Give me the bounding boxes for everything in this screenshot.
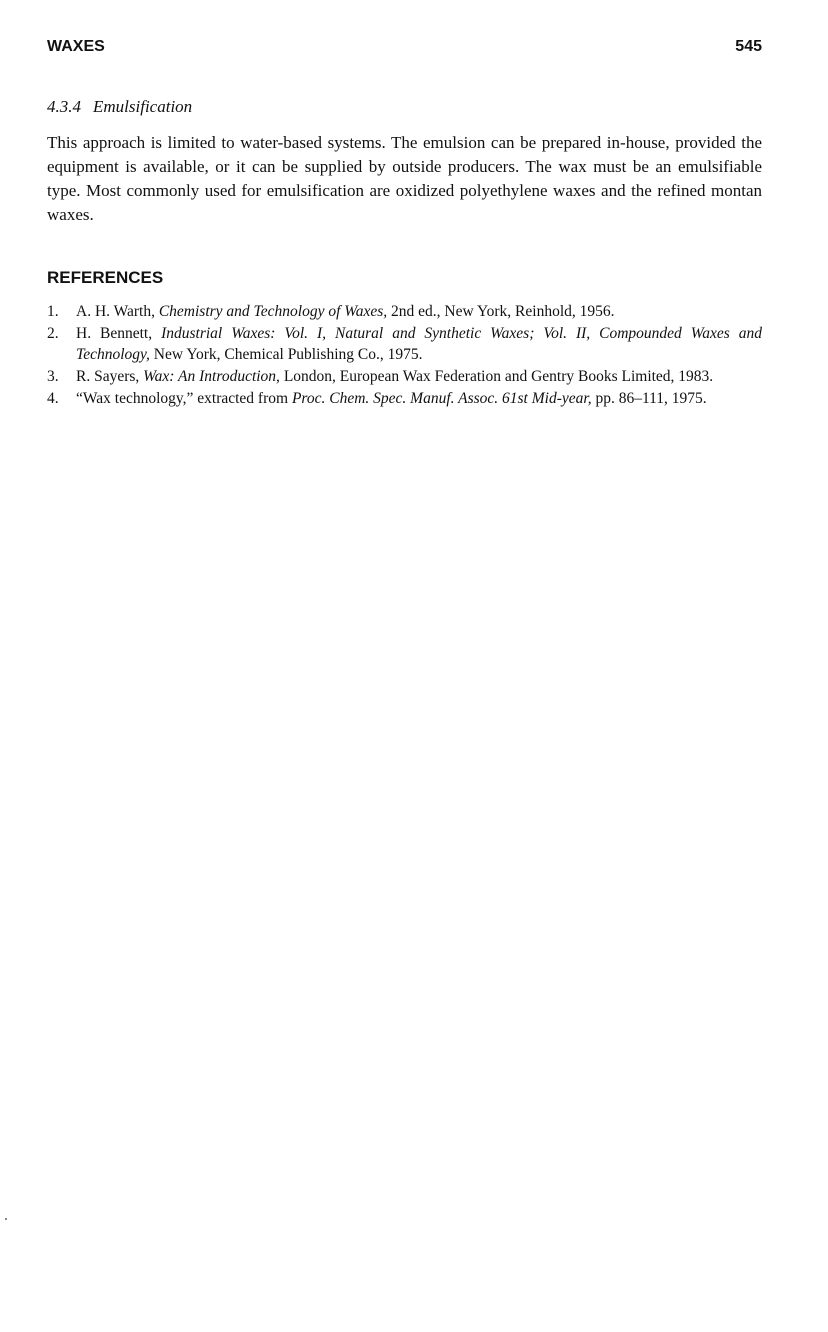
running-title: WAXES — [47, 38, 105, 55]
reference-list — [47, 301, 762, 409]
reference-number: 1. — [47, 303, 59, 320]
reference-item — [47, 301, 762, 322]
page-number: 545 — [735, 38, 762, 55]
reference-number: 3. — [47, 368, 59, 385]
section-title: Emulsification — [93, 97, 193, 116]
reference-details: New York, Chemical Publishing Co., 1975. — [149, 346, 423, 363]
reference-details: 2nd ed., New York, Reinhold, 1956. — [387, 303, 615, 320]
reference-details: London, European Wax Federation and Gentry Books Limited, 1983. — [279, 368, 714, 385]
page-header — [47, 38, 762, 58]
references-heading: REFERENCES — [47, 268, 164, 287]
reference-number: 2. — [47, 325, 59, 342]
reference-title: Wax: An Introduction, — [143, 368, 280, 385]
reference-title: Chemistry and Technology of Waxes, — [158, 303, 388, 320]
reference-title: Proc. Chem. Spec. Manuf. Assoc. 61st Mid-year, — [291, 390, 592, 407]
page-body — [47, 95, 762, 410]
reference-details: pp. 86–111, 1975. — [591, 390, 707, 407]
reference-number: 4. — [47, 390, 59, 407]
section-number: 4.3.4 — [47, 97, 81, 116]
reference-author: “Wax technology,” extracted from — [76, 390, 292, 407]
scan-speck — [5, 1218, 7, 1220]
body-paragraph: This approach is limited to water-based systems. The emulsion can be prepared in-house, provided the equipment is available, or it can be supplied by outside producers. The wax must be an emulsifiable type. Most commonly used for emulsification are oxidized polyethylene waxes and the refined montan waxes. — [47, 133, 762, 224]
reference-author: H. Bennett, — [76, 325, 162, 342]
reference-title: Industrial Waxes: Vol. I, Natural and Synthetic Waxes; Vol. II, Compounded Waxes and Technology, — [76, 325, 763, 363]
reference-item — [47, 323, 762, 365]
reference-author: A. H. Warth, — [76, 303, 159, 320]
reference-item — [47, 388, 762, 409]
section-heading — [47, 95, 762, 119]
reference-item — [47, 366, 762, 387]
reference-author: R. Sayers, — [76, 368, 144, 385]
